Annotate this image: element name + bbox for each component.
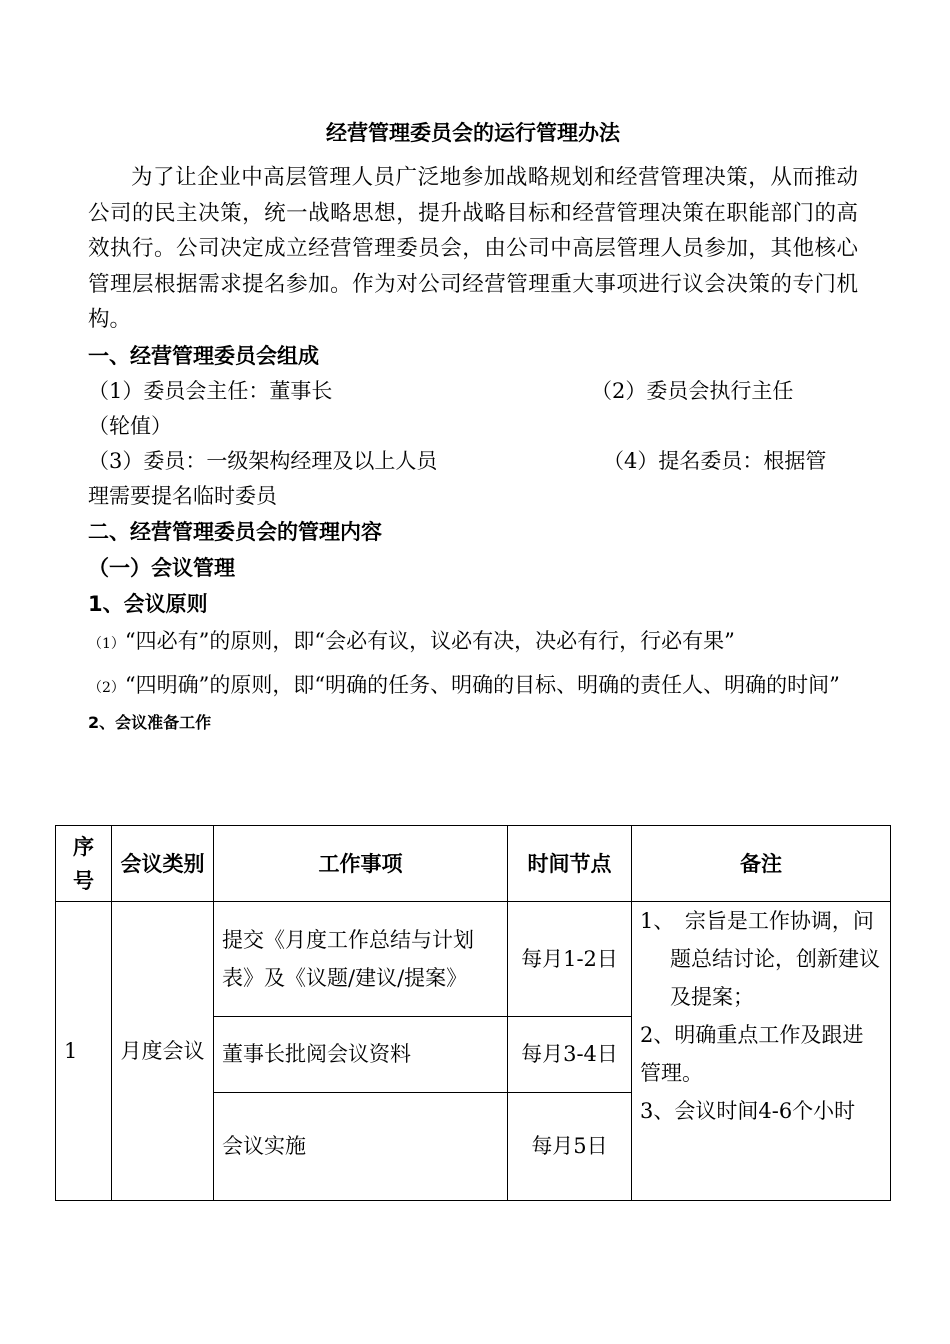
subsection-meeting-principles: 1、会议原则 bbox=[88, 591, 208, 616]
section2-heading: 二、经营管理委员会的管理内容 bbox=[88, 519, 382, 544]
meeting-preparation-table bbox=[55, 825, 891, 1201]
composition-item-4-cont: 理需要提名临时委员 bbox=[88, 483, 277, 508]
table-row bbox=[56, 902, 891, 1016]
section1-heading: 一、经营管理委员会组成 bbox=[88, 343, 319, 368]
note-item: 1、 宗旨是工作协调，问题总结讨论，创新建议及提案； bbox=[640, 909, 880, 1010]
header-item: 工作事项 bbox=[214, 826, 508, 902]
table-header-row bbox=[56, 826, 891, 902]
cell-task-item: 董事长批阅会议资料 bbox=[214, 1016, 508, 1092]
principle-2 bbox=[88, 668, 858, 706]
header-no: 序号 bbox=[56, 826, 112, 902]
header-time: 时间节点 bbox=[508, 826, 632, 902]
principle-1 bbox=[88, 624, 858, 662]
principle-2-text: “四明确”的原则，即“明确的任务、明确的目标、明确的责任人、明确的时间” bbox=[124, 672, 840, 697]
principle-2-number: （2） bbox=[88, 679, 125, 696]
composition-item-3: （3）委员：一级架构经理及以上人员 bbox=[88, 448, 438, 473]
header-note: 备注 bbox=[632, 826, 891, 902]
subsection-meeting-preparation: 2、会议准备工作 bbox=[88, 712, 212, 732]
cell-task-time: 每月5日 bbox=[508, 1092, 632, 1200]
cell-type: 月度会议 bbox=[112, 902, 214, 1201]
cell-no: 1 bbox=[56, 902, 112, 1201]
cell-task-item: 会议实施 bbox=[214, 1092, 508, 1200]
composition-item-4: （4）提名委员：根据管 bbox=[603, 448, 827, 473]
composition-item-2: （2）委员会执行主任 bbox=[591, 378, 794, 403]
document-body bbox=[88, 118, 858, 738]
cell-task-time: 每月3-4日 bbox=[508, 1016, 632, 1092]
note-item: 2、明确重点工作及跟进管理。 bbox=[640, 1023, 864, 1086]
composition-row-1 bbox=[88, 374, 858, 409]
composition-item-1: （1）委员会主任：董事长 bbox=[88, 378, 333, 403]
subsection-meeting-management: （一）会议管理 bbox=[88, 555, 235, 580]
document-title: 经营管理委员会的运行管理办法 bbox=[326, 121, 620, 145]
header-type: 会议类别 bbox=[112, 826, 214, 902]
note-item: 3、会议时间4-6个小时 bbox=[640, 1099, 856, 1124]
cell-notes bbox=[632, 902, 891, 1201]
intro-paragraph: 为了让企业中高层管理人员广泛地参加战略规划和经营管理决策，从而推动公司的民主决策，统一战略思想，提升战略目标和经营管理决策在职能部门的高效执行。公司决定成立经营管理委员会，由公司中高层管理人员参加，其他核心管理层根据需求提名参加。作为对公司经营管理重大事项进行议会决策的专门机构。 bbox=[88, 165, 858, 332]
principle-1-text: “四必有”的原则，即“会必有议，议必有决，决必有行，行必有果” bbox=[124, 628, 735, 653]
composition-item-2-cont: （轮值） bbox=[88, 413, 172, 438]
cell-task-item: 提交《月度工作总结与计划表》及《议题/建议/提案》 bbox=[214, 902, 508, 1016]
cell-task-time: 每月1-2日 bbox=[508, 902, 632, 1016]
principle-1-number: （1） bbox=[88, 635, 125, 652]
composition-row-2 bbox=[88, 444, 858, 479]
